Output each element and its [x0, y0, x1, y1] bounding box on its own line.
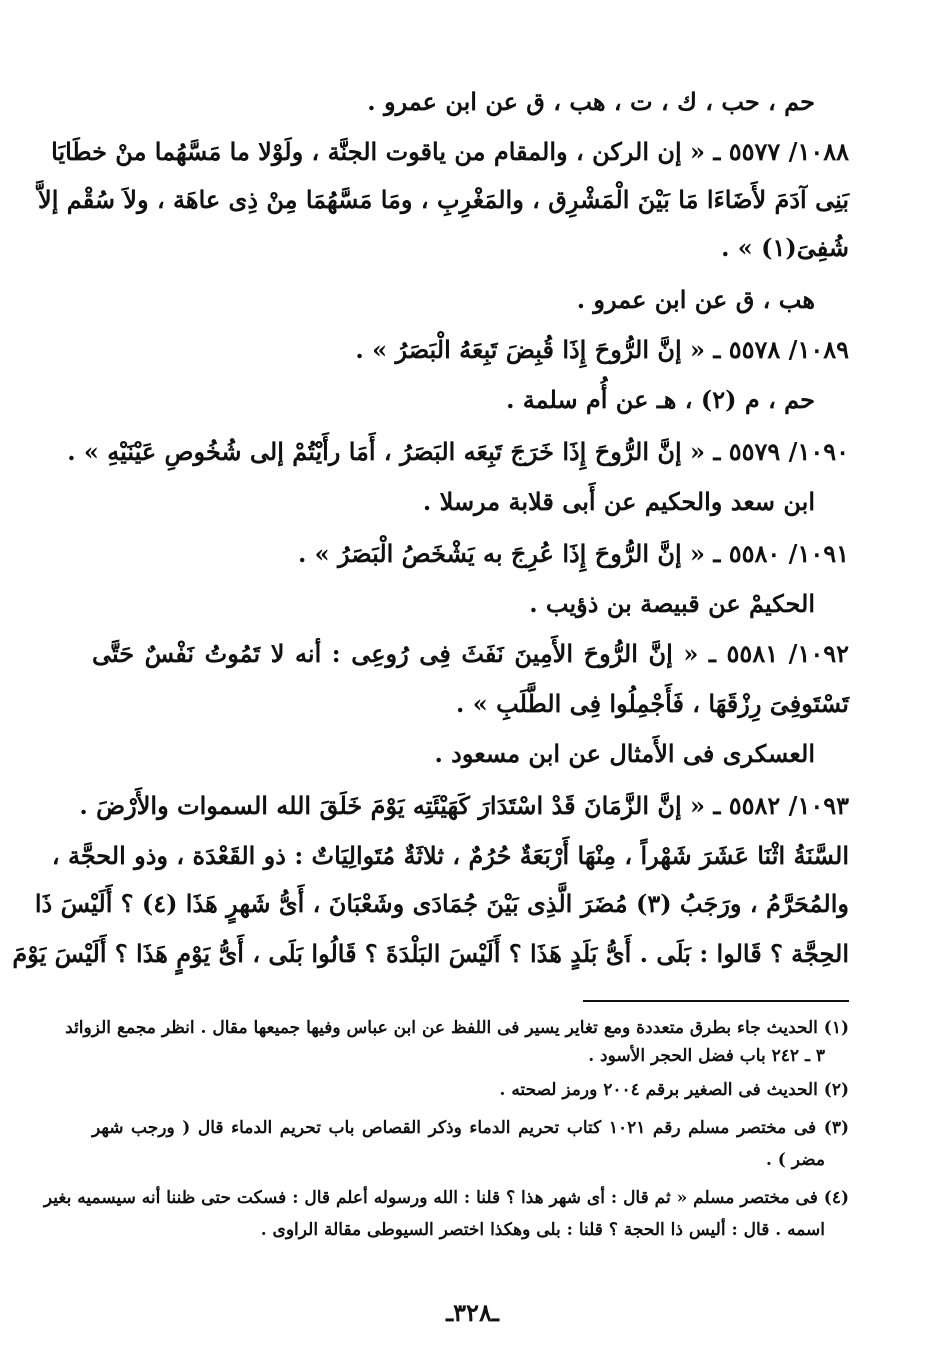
page-number: ـ٣٢٨ـ — [446, 1298, 499, 1327]
hadith-1088-line-2: بَنِى آدَمَ لأَضَاءَا مَا بَيْنَ الْمَشْرِق ، والمَغْرِبِ ، ومَا مَسَّهُمَا مِنْ ذِى عاهَة ، ولاَ سُقْم إلاَّ — [38, 185, 849, 214]
footnote-1-line-1: (١) الحديث جاء بطرق متعددة ومع تغاير يسير فى اللفظ عن ابن عباس وفيها جميعها مقال . انظر مجمع الزوائد — [65, 1018, 849, 1038]
hadith-1093-line-2: السَّنَةُ اثْنَا عَشَرَ شَهْراً ، مِنْهَا أَرْبَعَةٌ حُرُمٌ ، ثلاثَةٌ مُتَوالِيَاتٌ : ذو القَعْدَة ، وذو الحجَّة ، — [51, 841, 849, 870]
footnote-4-line-2: اسمه . قال : أليس ذا الحجة ؟ قلنا : بلى وهكذا اختصر السيوطى مقالة الراوى . — [260, 1220, 825, 1240]
hadith-1093-line-3: والمُحَرَّمُ ، ورَجَبُ (٣) مُضَرَ الَّذِى بَيْنَ جُمَادَى وشَعْبَانَ ، أَىُّ شَهرٍ هَذَا (٤) ؟ أَلَيْسَ ذَا — [34, 889, 849, 918]
hadith-1093-line-1: ١٠٩٣/ ٥٥٨٢ ـ « إنَّ الزَّمَانَ قَدْ اسْتَدَارَ كَهَيْئَتِه يَوْمَ خَلَقَ الله السموات والأَرْضَ . — [79, 791, 849, 820]
source-line: حم ، م (٢) ، هـ عن أُم سلمة . — [506, 385, 815, 414]
footnote-3-line-2: مضر ) . — [765, 1150, 825, 1170]
source-line: الحكيمْ عن قبيصة بن ذؤيب . — [529, 589, 815, 618]
source-line: حم ، حب ، ك ، ت ، هب ، ق عن ابن عمرو . — [367, 87, 815, 116]
hadith-1090: ١٠٩٠/ ٥٥٧٩ ـ « إنَّ الرُّوحَ إِذَا خَرَجَ تَبِعَه البَصَرُ ، أَمَا رأَيْتُمْ إلى شُخُوصِ عَيْنَيْهِ » . — [67, 437, 849, 466]
source-line: ابن سعد والحكيم عن أَبى قلابة مرسلا . — [422, 487, 815, 516]
hadith-1092-line-2: تَسْتَوفِىَ رِزْقَهَا ، فَأَجْمِلُوا فِى الطَّلَبِ » . — [456, 689, 849, 718]
hadith-1091: ١٠٩١/ ٥٥٨٠ ـ « إنَّ الرُّوحَ إِذَا عُرِجَ به يَشْخَصُ الْبَصَرُ » . — [297, 539, 849, 568]
hadith-1088-line-1: ١٠٨٨/ ٥٥٧٧ ـ « إن الركن ، والمقام من ياقوت الجنَّة ، ولَوْلا ما مَسَّهُما منْ خطَايَا — [51, 137, 849, 166]
source-line: العسكرى فى الأَمثال عن ابن مسعود . — [434, 739, 815, 768]
footnote-1-line-2: ٣ ـ ٢٤٢ باب فضل الحجر الأسود . — [588, 1046, 825, 1066]
hadith-1089: ١٠٨٩/ ٥٥٧٨ ـ « إنَّ الرُّوحَ إِذَا قُبِضَ تَبِعَهُ الْبَصَرُ » . — [355, 335, 849, 364]
footnote-3-line-1: (٣) فى مختصر مسلم رقم ١٠٢١ كتاب تحريم الدماء وذكر القصاص باب تحريم الدماء قال ( ورجب شهر — [92, 1118, 849, 1138]
hadith-1092-line-1: ١٠٩٢/ ٥٥٨١ ـ « إنَّ الرُّوحَ الأَمِينَ نَفَثَ فِى رُوعِى : أنه لا تَمُوتُ نَفْسٌ حَتَّى — [92, 639, 849, 668]
hadith-1088-line-3: شُفِىَ(١) » . — [721, 233, 849, 262]
footnote-4-line-1: (٤) فى مختصر مسلم « ثم قال : أى شهر هذا ؟ قلنا : الله ورسوله أعلم قال : فسكت حتى ظننا أنه سيسميه بغير — [43, 1188, 849, 1208]
footnote-2: (٢) الحديث فى الصغير برقم ٢٠٠٤ ورمز لصحته . — [499, 1080, 849, 1100]
source-line: هب ، ق عن ابن عمرو . — [576, 285, 815, 314]
footnote-divider — [583, 1000, 849, 1002]
hadith-1093-line-4: الحِجَّة ؟ قَالوا : بَلَى . أَىُّ بَلَدٍ هَذَا ؟ أَلَيْسَ البَلْدَةَ ؟ قَالُوا بَلَى ، أَىُّ يَوْمٍ هَذَا ؟ أَلَيْسَ يَوْمَ — [12, 939, 849, 968]
